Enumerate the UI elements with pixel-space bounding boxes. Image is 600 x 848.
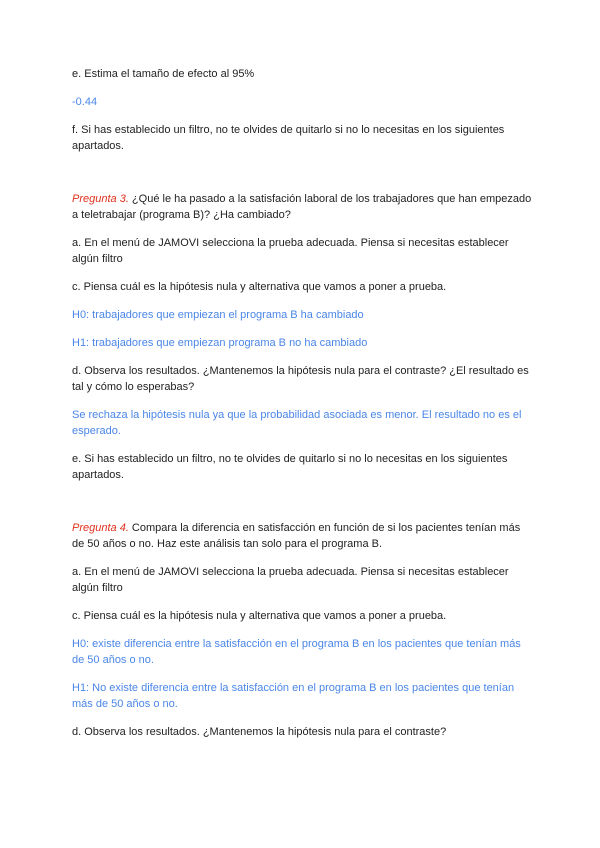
q2-e-answer: -0.44 — [72, 96, 98, 108]
q4-a-prompt: a. En el menú de JAMOVI selecciona la prueba adecuada. Piensa si necesitas establecer algún filtro — [72, 566, 509, 594]
document-page — [72, 66, 532, 752]
section-spacer — [72, 166, 532, 191]
q3-a-prompt: a. En el menú de JAMOVI selecciona la prueba adecuada. Piensa si necesitas establecer algún filtro — [72, 237, 509, 265]
q2-e-prompt: e. Estima el tamaño de efecto al 95% — [72, 68, 255, 80]
q3-d-prompt: d. Observa los resultados. ¿Mantenemos la hipótesis nula para el contraste? ¿El resultado es tal y cómo lo esperabas? — [72, 365, 529, 393]
q4-h1-answer: H1: No existe diferencia entre la satisfacción en el programa B en los pacientes que tenían más de 50 años o no. — [72, 682, 515, 710]
q4-heading — [72, 520, 532, 552]
q3-heading — [72, 191, 532, 223]
q4-text: Compara la diferencia en satisfacción en función de si los pacientes tenían más de 50 años o no. Haz este análisis tan solo para el programa B. — [72, 522, 521, 550]
q3-h0-answer: H0: trabajadores que empiezan el programa B ha cambiado — [72, 309, 364, 321]
q4-c-prompt: c. Piensa cuál es la hipótesis nula y alternativa que vamos a poner a prueba. — [72, 610, 447, 622]
q3-e-prompt: e. Si has establecido un filtro, no te olvides de quitarlo si no lo necesitas en los siguientes apartados. — [72, 453, 508, 481]
q4-label: Pregunta 4. — [72, 522, 129, 534]
q3-c-prompt: c. Piensa cuál es la hipótesis nula y alternativa que vamos a poner a prueba. — [72, 281, 447, 293]
q3-label: Pregunta 3. — [72, 193, 129, 205]
q3-d-answer: Se rechaza la hipótesis nula ya que la probabilidad asociada es menor. El resultado no es el esperado. — [72, 409, 522, 437]
q3-text: ¿Qué le ha pasado a la satisfación laboral de los trabajadores que han empezado a teletrabajar (programa B)? ¿Ha cambiado? — [72, 193, 532, 221]
q4-d-prompt: d. Observa los resultados. ¿Mantenemos la hipótesis nula para el contraste? — [72, 726, 447, 738]
section-spacer — [72, 495, 532, 520]
q4-h0-answer: H0: existe diferencia entre la satisfacción en el programa B en los pacientes que tenían más de 50 años o no. — [72, 638, 521, 666]
q2-f-prompt: f. Si has establecido un filtro, no te olvides de quitarlo si no lo necesitas en los siguientes apartados. — [72, 124, 505, 152]
q3-h1-answer: H1: trabajadores que empiezan programa B no ha cambiado — [72, 337, 368, 349]
